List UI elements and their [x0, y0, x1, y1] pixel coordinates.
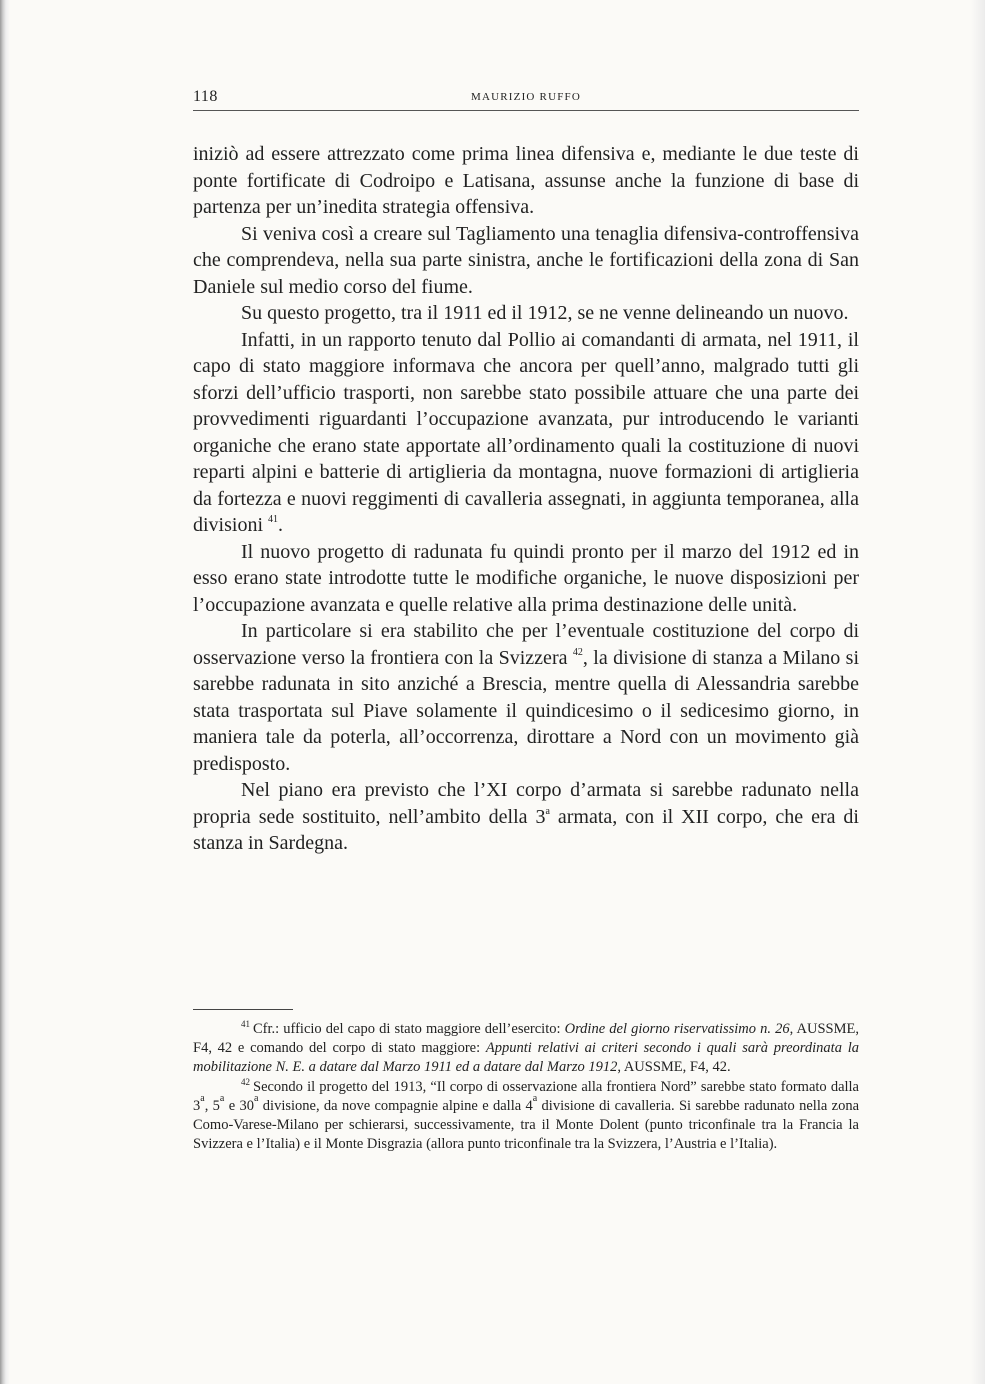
paragraph-7-text-b: armata, con il XII corpo, che era di stanza in Sardegna. [193, 805, 859, 854]
header-rule [193, 110, 859, 111]
footnote-42-text-5: divisione di cavalleria. Si sarebbe radunato nella zona Como-Varese-Milano per schierarsi, successivamente, tra il Monte Dolent (punto triconfinale tra la Francia la Svizzera e l’Italia) e il Monte Disgrazia (allora punto triconfinale tra la Svizzera, l’Austria e l’Italia). [193, 1097, 860, 1153]
footnote-41-title-1: Ordine del giorno riservatissimo n. 26 [564, 1021, 790, 1037]
paragraph-6-text-a: In particolare si era stabilito che per l’eventuale costituzione del corpo di osservazione verso la frontiera con la Svizzera [193, 620, 859, 669]
paragraph-4-text: Infatti, in un rapporto tenuto dal Pollio ai comandanti di armata, nel 1911, il capo di stato maggiore informava che ancora per quell’anno, malgrado tutti gli sforzi dell’ufficio trasporti, non sarebbe stato possibile attuare che una parte dei provvedimenti riguardanti l’occupazione avanzata, pur introducendo le varianti organiche che erano state apportate all’ordinamento quali la costituzione di nuovi reparti alpini e batterie di artiglieria da montagna, nuove formazioni di artiglieria da fortezza e nuovi reggimenti di cavalleria assegnati, in aggiunta temporanea, alla divisioni [193, 328, 859, 536]
footnote-ref-41[interactable]: 41 [268, 514, 279, 525]
footnote-42 [193, 1078, 859, 1155]
ordinal-indicator: a [532, 1092, 538, 1104]
paragraph-7-text-a: Nel piano era previsto che l’XI corpo d’armata si sarebbe radunato nella propria sede sostituito, nell’ambito della 3 [193, 779, 859, 828]
footnote-42-mark: 42 [241, 1076, 250, 1087]
paragraph-1: iniziò ad essere attrezzato come prima linea difensiva e, mediante le due teste di ponte fortificate di Codroipo e Latisana, assunse anche la funzione di base di partenza per un’inedita strategia offensiva. [193, 143, 859, 218]
paragraph-6-text-b: , la divisione di stanza a Milano si sarebbe radunata in sito anziché a Brescia, mentre quella di Alessandria sarebbe stata trasportata sul Piave solamente il quindicesimo o il sedicesimo giorno, in maniera tale da poterla, all’occorrenza, dirottare a Nord con un movimento già predisposto. [193, 646, 860, 775]
paragraph-4 [193, 327, 859, 539]
running-title: MAURIZIO RUFFO [470, 91, 581, 103]
footnote-41-text-3: , AUSSME, F4, 42. [617, 1059, 731, 1076]
footnote-42-text-3: e 30 [224, 1097, 254, 1114]
footnote-41-title-2: Appunti relativi ai criteri secondo i quali sarà preordinata la mobilitazione N. E. a datare dal Marzo 1911 ed a datare dal Marzo 1912 [193, 1040, 859, 1076]
paragraph-3: Su questo progetto, tra il 1911 ed il 1912, se ne venne delineando un nuovo. [241, 302, 849, 324]
footnote-rule [193, 1009, 293, 1010]
footnotes [193, 1020, 859, 1154]
paragraph-6 [193, 618, 859, 777]
paragraph-2: Si veniva così a creare sul Tagliamento una tenaglia difensiva-controffensiva che comprendeva, nella sua parte sinistra, anche le fortificazioni della zona di San Daniele sul medio corso del fiume. [193, 222, 859, 298]
running-head [193, 88, 859, 112]
ordinal-indicator: a [219, 1092, 225, 1104]
footnote-41 [193, 1020, 859, 1078]
footnote-ref-42[interactable]: 42 [572, 646, 583, 658]
ordinal-indicator: a [200, 1092, 205, 1104]
paragraph-4-end: . [278, 514, 284, 536]
footnote-41-text-2: , AUSSME, F4, 42 e comando del corpo di stato maggiore: [193, 1021, 859, 1057]
footnote-42-text-2: , 5 [204, 1097, 220, 1114]
footnote-41-mark: 41 [241, 1019, 250, 1029]
footnote-41-text-1: Cfr.: ufficio del capo di stato maggiore dell’esercito: [253, 1021, 565, 1037]
footnote-42-text-4: divisione, da nove compagnie alpine e dalla 4 [258, 1097, 533, 1114]
page-edge-shadow [971, 0, 985, 1384]
footnote-42-text-1: Secondo il progetto del 1913, “Il corpo di osservazione alla frontiera Nord” sarebbe stato formato dalla 3 [193, 1078, 859, 1114]
paragraph-5: Il nuovo progetto di radunata fu quindi pronto per il marzo del 1912 ed in esso erano state introdotte tutte le modifiche organiche, le nuove disposizioni per l’occupazione avanzata e quelle relative alla prima destinazione delle unità. [193, 540, 859, 616]
ordinal-indicator: a [545, 805, 550, 817]
body-text [193, 141, 859, 857]
ordinal-indicator: a [254, 1092, 259, 1104]
paragraph-7 [193, 777, 859, 857]
page-binding-edge [0, 0, 10, 1384]
page-number: 118 [193, 88, 218, 105]
